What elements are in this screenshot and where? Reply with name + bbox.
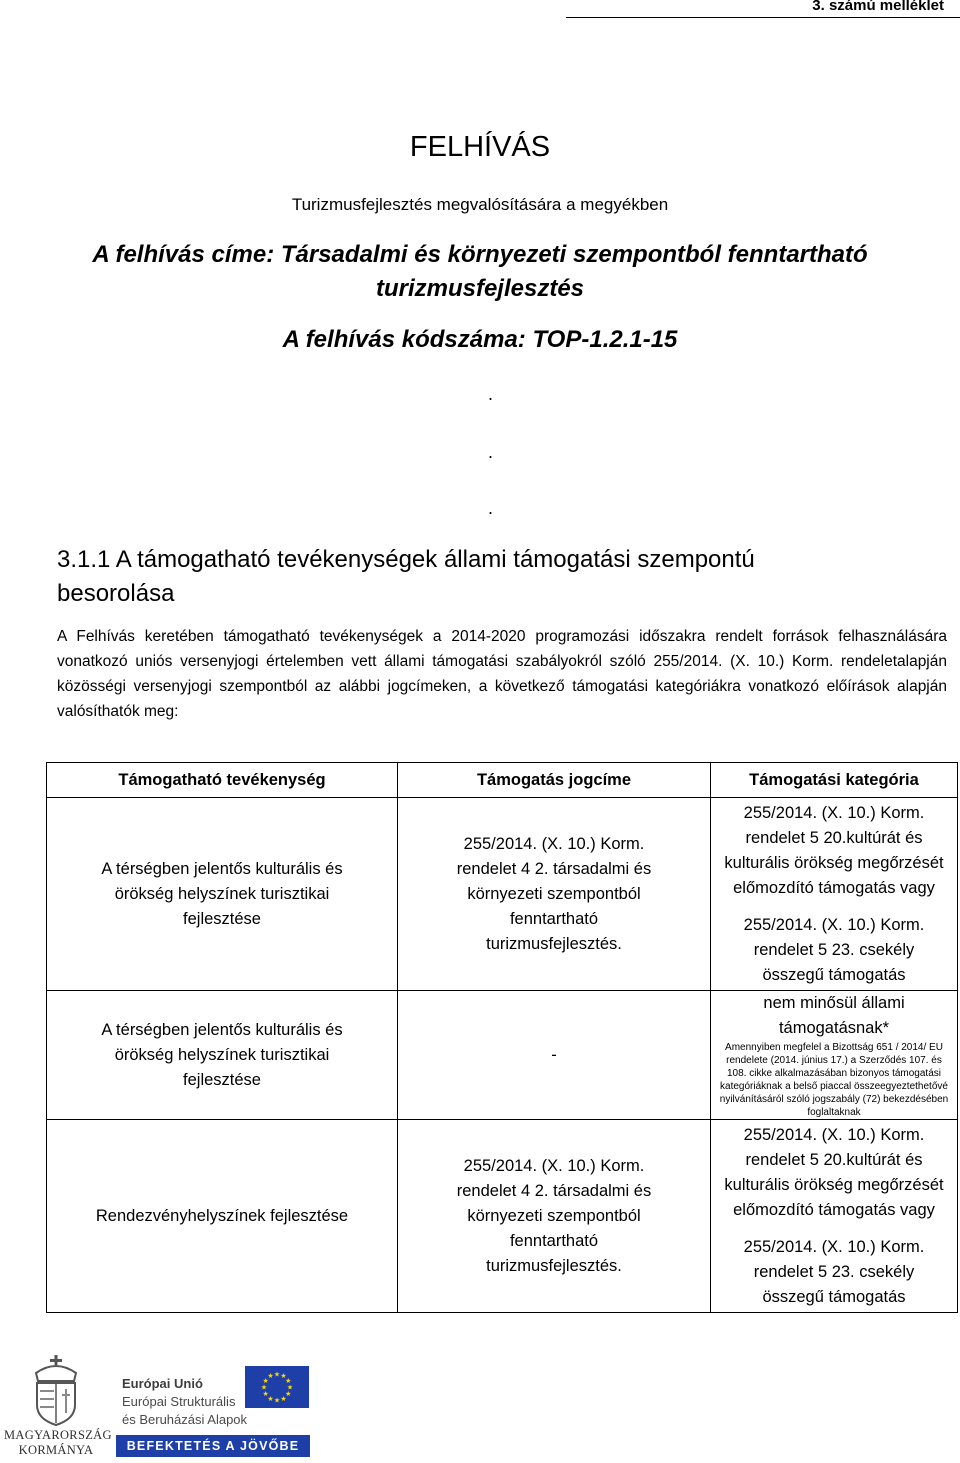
call-title (0, 238, 960, 306)
table-header-row (47, 763, 958, 798)
eu-flag-icon (245, 1366, 309, 1408)
table-row (47, 798, 958, 991)
footer-logos (0, 1355, 960, 1463)
section-heading-line-2: besorolása (57, 580, 175, 607)
activity-table (46, 762, 958, 1313)
category-text-a: 255/2014. (X. 10.) Korm. rendelet 5 20.kultúrát és kulturális örökség megőrzését előmozdító támogatás vagy (724, 803, 944, 897)
eu-title: Európai Unió (122, 1376, 203, 1391)
cell-basis: - (398, 991, 711, 1120)
eu-star: ★ (260, 1384, 268, 1392)
cell-category (711, 1120, 958, 1313)
category-text-a: 255/2014. (X. 10.) Korm. rendelet 5 20.kultúrát és kulturális örökség megőrzését előmozdító támogatás vagy (724, 1125, 944, 1219)
call-title-line-2: turizmusfejlesztés (375, 275, 585, 302)
eu-star: ★ (285, 1378, 292, 1385)
eu-star: ★ (280, 1373, 287, 1381)
header-activity: Támogatható tevékenység (47, 763, 398, 798)
hungarian-government-logo (4, 1355, 112, 1463)
coat-of-arms-icon (4, 1355, 108, 1427)
activity-text: A térségben jelentős kulturális és örökség helyszínek turisztikai fejlesztése (101, 859, 343, 928)
cell-category (711, 991, 958, 1120)
ellipsis-dot: . (488, 384, 494, 404)
government-name (4, 1428, 112, 1458)
government-name-line-1: MAGYARORSZÁG (4, 1428, 112, 1442)
header-basis: Támogatás jogcíme (398, 763, 711, 798)
eu-star: ★ (273, 1371, 281, 1379)
cell-activity: Rendezvényhelyszínek fejlesztése (47, 1120, 398, 1313)
annex-label: 3. számú melléklet (812, 0, 944, 14)
ellipsis-dot: . (488, 442, 494, 462)
call-title-line-1: A felhívás címe: Társadalmi és környezeti szempontból fenntartható (92, 241, 868, 268)
cell-basis (398, 798, 711, 991)
eu-line-2: Európai Strukturális (122, 1394, 236, 1409)
category-main-text: nem minősül állami támogatásnak* (763, 994, 905, 1037)
section-heading-line-1: 3.1.1 A támogatható tevékenységek állami támogatási szempontú (57, 546, 755, 573)
eu-stars-icon (245, 1366, 309, 1408)
cell-activity (47, 798, 398, 991)
document-title: FELHÍVÁS (409, 131, 551, 163)
government-name-line-2: KORMÁNYA (18, 1443, 94, 1457)
eu-line-3: és Beruházási Alapok (122, 1412, 248, 1427)
call-code: A felhívás kódszáma: TOP-1.2.1-15 (282, 326, 678, 353)
cell-activity (47, 991, 398, 1120)
category-footnote: Amennyiben megfelel a Bizottság 651 / 2014/ EU rendelete (2014. június 17.) a Szerződés 107. és 108. cikke alkalmazásában bizonyos támogatási kategóriáknak a belső piaccal összeegyeztethetővé nyilvánításáról szóló jogszabály (72) bekezdésében foglaltaknak (719, 1042, 949, 1118)
table-row (47, 1120, 958, 1313)
eu-star: ★ (285, 1391, 292, 1398)
eu-funds-text (122, 1375, 247, 1429)
eu-star: ★ (286, 1384, 294, 1392)
eu-star: ★ (267, 1373, 274, 1381)
eu-star: ★ (280, 1395, 287, 1403)
category-text-b: 255/2014. (X. 10.) Korm. rendelet 5 23. csekély összegű támogatás (743, 915, 925, 984)
section-paragraph: A Felhívás keretében támogatható tevékenységek a 2014-2020 programozási időszakra rendelt források felhasználására vonatkozó uniós versenyjogi értelemben vett állami támogatási szabályokról szóló 255/2014. (X. 10.) Korm. rendeletalapján közösségi versenyjogi szempontból az alábbi jogcímeken, a következő támogatási kategóriákra vonatkozó előírások alapján valósíthatók meg: (57, 628, 947, 720)
eu-star: ★ (262, 1378, 269, 1385)
cell-category (711, 798, 958, 991)
eu-star: ★ (273, 1397, 281, 1405)
document-subtitle: Turizmusfejlesztés megvalósítására a megyékben (291, 195, 669, 214)
table-row (47, 991, 958, 1120)
eu-star: ★ (267, 1395, 274, 1403)
basis-text: 255/2014. (X. 10.) Korm. rendelet 4 2. társadalmi és környezeti szempontból fenntartható turizmusfejlesztés. (456, 834, 652, 953)
category-text-b: 255/2014. (X. 10.) Korm. rendelet 5 23. csekély összegű támogatás (743, 1237, 925, 1306)
invest-banner: BEFEKTETÉS A JÖVŐBE (116, 1435, 310, 1457)
header-rule (566, 17, 960, 18)
header-category: Támogatási kategória (711, 763, 958, 798)
activity-text: A térségben jelentős kulturális és örökség helyszínek turisztikai fejlesztése (101, 1020, 343, 1089)
ellipsis-dot: . (488, 498, 494, 518)
eu-star: ★ (262, 1391, 269, 1398)
basis-text: 255/2014. (X. 10.) Korm. rendelet 4 2. társadalmi és környezeti szempontból fenntartható turizmusfejlesztés. (456, 1156, 652, 1275)
section-heading (57, 543, 907, 611)
cell-basis (398, 1120, 711, 1313)
